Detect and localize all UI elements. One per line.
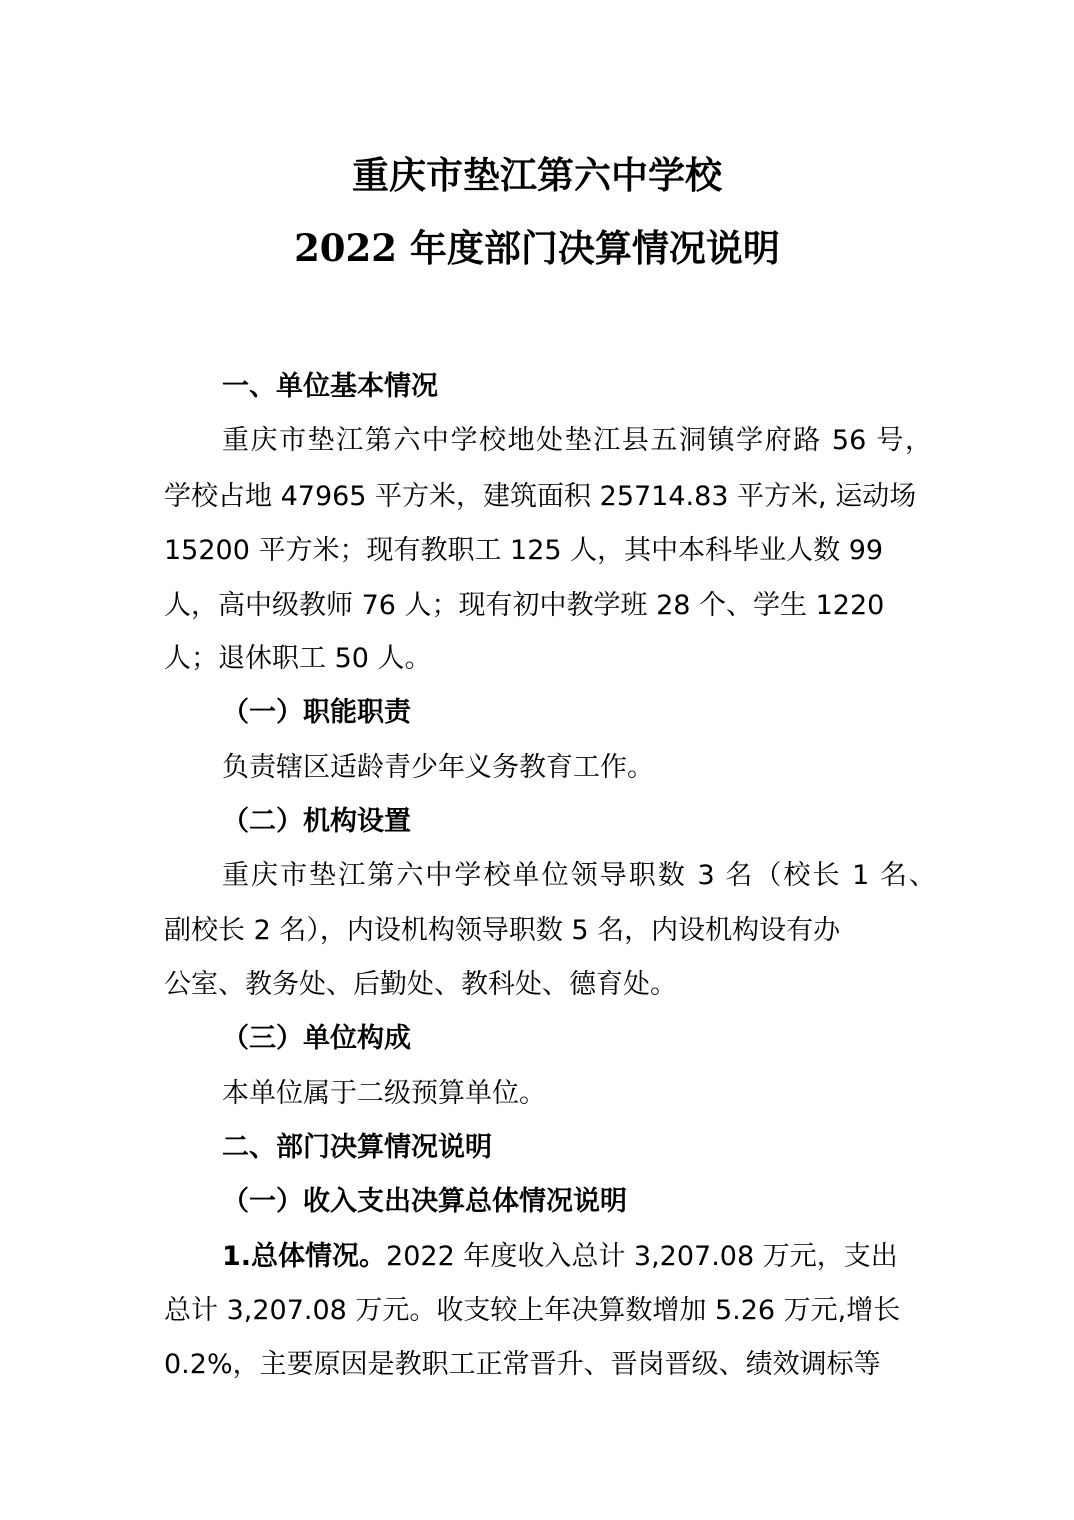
paragraph-line: 本单位属于二级预算单位。: [222, 1078, 546, 1109]
paragraph-line: 人，高中级教师 76 人；现有初中教学班 28 个、学生 1220: [164, 590, 885, 621]
paragraph-line: 人；退休职工 50 人。: [164, 643, 432, 674]
paragraph-line: [222, 1239, 898, 1275]
subsection-heading-income-expenditure: （一）收入支出决算总体情况说明: [222, 1186, 627, 1217]
paragraph-line: 负责辖区适龄青少年义务教育工作。: [222, 752, 654, 783]
paragraph-line: 0.2%，主要原因是教职工正常晋升、晋岗晋级、绩效调标等: [164, 1349, 881, 1380]
paragraph-lead-text: 1.总体情况。: [222, 1241, 387, 1272]
paragraph-line: 公室、教务处、后勤处、教科处、德育处。: [164, 969, 677, 1000]
paragraph-text: 2022 年度收入总计 3,207.08 万元，支出: [386, 1241, 898, 1272]
subsection-heading-organization: （二）机构设置: [222, 806, 411, 837]
section-heading-final-accounts: 二、部门决算情况说明: [222, 1132, 492, 1163]
subsection-heading-composition: （三）单位构成: [222, 1023, 411, 1054]
paragraph-line: 副校长 2 名），内设机构领导职数 5 名，内设机构设有办: [164, 915, 841, 946]
paragraph-line: 重庆市垫江第六中学校地处垫江县五洞镇学府路 56 号，: [222, 425, 932, 456]
paragraph-line: 重庆市垫江第六中学校单位领导职数 3 名（校长 1 名、: [222, 860, 936, 891]
document-title-line-1: 重庆市垫江第六中学校: [352, 153, 722, 197]
document-title-line-2: 2022 年度部门决算情况说明: [294, 226, 780, 270]
paragraph-line: 总计 3,207.08 万元。收支较上年决算数增加 5.26 万元,增长: [164, 1295, 901, 1326]
paragraph-line: 15200 平方米；现有教职工 125 人，其中本科毕业人数 99: [164, 535, 884, 566]
subsection-heading-functions: （一）职能职责: [222, 697, 411, 728]
paragraph-line: 学校占地 47965 平方米，建筑面积 25714.83 平方米, 运动场: [164, 481, 917, 512]
section-heading-basic-info: 一、单位基本情况: [222, 371, 438, 402]
